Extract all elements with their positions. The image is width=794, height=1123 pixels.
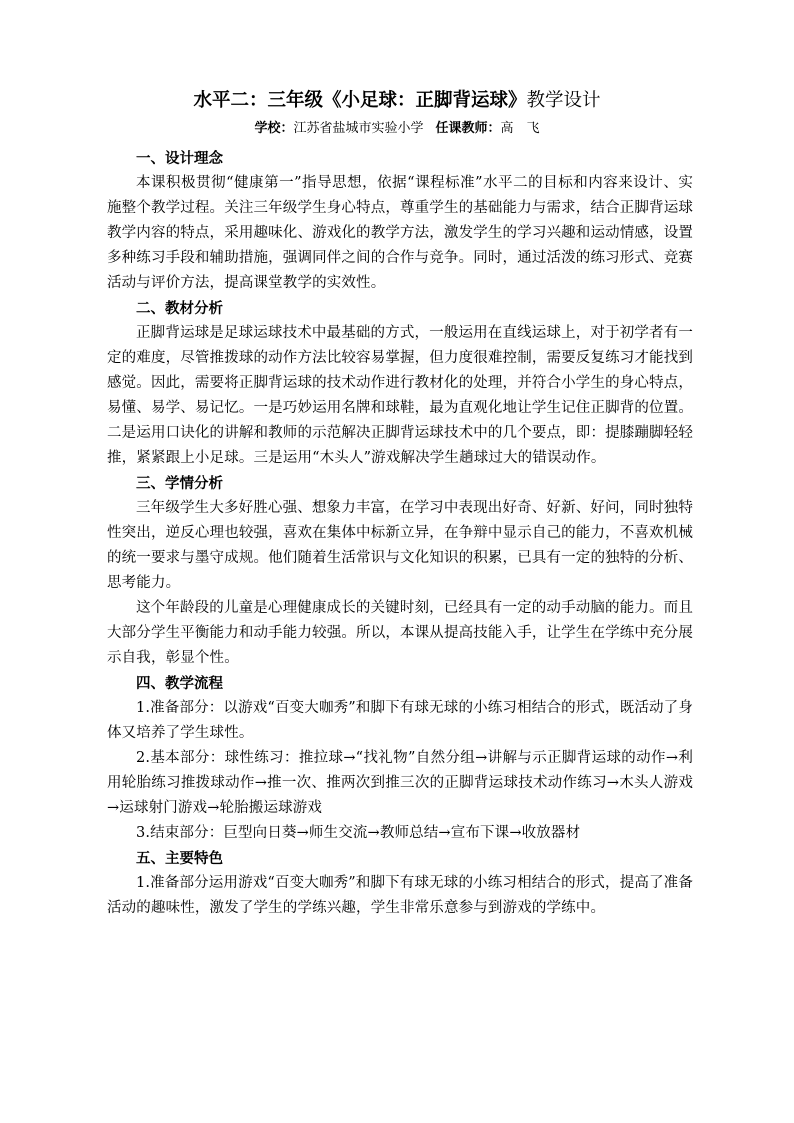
document-title: [0, 88, 794, 114]
paragraph: 本课积极贯彻“健康第一”指导思想，依据“课程标准”水平二的目标和内容来设计、实施整个教学过程。关注三年级学生身心特点，尊重学生的基础能力与需求，结合正脚背运球教学内容的特点，采用趣味化、游戏化的教学方法，激发学生的学习兴趣和运动情感，设置多种练习手段和辅助措施，强调同伴之间的合作与竞争。同时，通过活泼的练习形式、竞赛活动与评价方法，提高课堂教学的实效性。: [107, 175, 693, 291]
section-heading-student-analysis: 三、学情分析: [136, 475, 223, 492]
paragraph: 1.准备部分：以游戏“百变大咖秀”和脚下有球无球的小练习相结合的形式，既活动了身体又培养了学生球性。: [107, 700, 693, 741]
paragraph: 这个年龄段的儿童是心理健康成长的关键时刻，已经具有一定的动手动脑的能力。而且大部分学生平衡能力和动手能力较强。所以，本课从提高技能入手，让学生在学练中充分展示自我，彰显个性。: [107, 600, 693, 666]
paragraph: 三年级学生大多好胜心强、想象力丰富，在学习中表现出好奇、好新、好问，同时独特性突出，逆反心理也较强，喜欢在集体中标新立异，在争辩中显示自己的能力，不喜欢机械的统一要求与墨守成规。他们随着生活常识与文化知识的积累，已具有一定的独特的分析、思考能力。: [107, 500, 693, 591]
section-heading-teaching-process: 四、教学流程: [136, 675, 223, 692]
title-main: 水平二：三年级《小足球：正脚背运球》: [193, 90, 527, 111]
teacher-name: 高 飞: [500, 121, 540, 136]
document-meta: [0, 120, 794, 138]
title-suffix: 教学设计: [526, 90, 601, 111]
paragraph: 3.结束部分：巨型向日葵→师生交流→教师总结→宣布下课→收放器材: [136, 825, 581, 841]
school-label: 学校：: [254, 121, 294, 136]
paragraph: 2.基本部分：球性练习：推拉球→“找礼物”自然分组→讲解与示正脚背运球的动作→利用轮胎练习推拨球动作→推一次、推两次到推三次的正脚背运球技术动作练习→木头人游戏→运球射门游戏→轮胎搬运球游戏: [107, 750, 693, 816]
section-heading-material-analysis: 二、教材分析: [136, 300, 223, 317]
school-name: 江苏省盐城市实验小学: [293, 121, 424, 136]
section-heading-main-features: 五、主要特色: [136, 850, 223, 867]
section-heading-design-concept: 一、设计理念: [136, 150, 223, 167]
paragraph: 正脚背运球是足球运球技术中最基础的方式，一般运用在直线运球上，对于初学者有一定的难度，尽管推拨球的动作方法比较容易掌握，但力度很难控制，需要反复练习才能找到感觉。因此，需要将正脚背运球的技术动作进行教材化的处理，并符合小学生的身心特点，易懂、易学、易记忆。一是巧妙运用名牌和球鞋，最为直观化地让学生记住正脚背的位置。二是运用口诀化的讲解和教师的示范解决正脚背运球技术中的几个要点，即：提膝蹦脚轻轻推，紧紧跟上小足球。三是运用“木头人”游戏解决学生趟球过大的错误动作。: [107, 325, 693, 466]
document-body: [107, 146, 693, 921]
teacher-label: 任课教师：: [435, 121, 501, 136]
paragraph: 1.准备部分运用游戏“百变大咖秀”和脚下有球无球的小练习相结合的形式，提高了准备活动的趣味性，激发了学生的学练兴趣，学生非常乐意参与到游戏的学练中。: [107, 875, 693, 916]
